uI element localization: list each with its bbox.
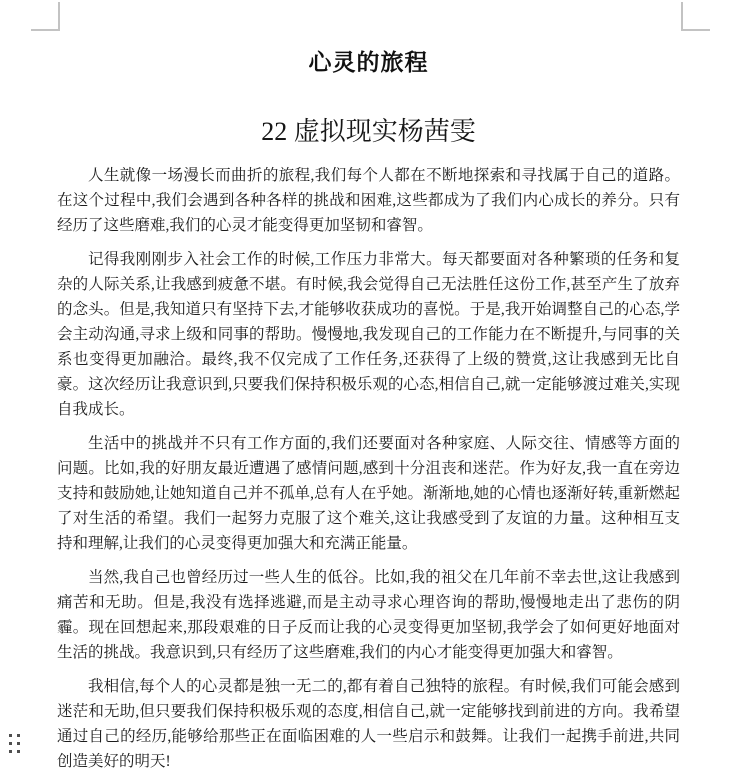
paragraph-drag-handle-icon[interactable] [9,734,23,756]
page-corner-mark-top-left [31,2,60,31]
paragraph[interactable]: 当然,我自己也曾经历过一些人生的低谷。比如,我的祖父在几年前不幸去世,这让我感到痛苦和无助。但是,我没有选择逃避,而是主动寻求心理咨询的帮助,慢慢地走出了悲伤的阴霾。现在回想起来,那段艰难的日子反而让我的心灵变得更加坚韧,我学会了如何更好地面对生活的挑战。我意识到,只有经历了这些磨难,我们的内心才能变得更加强大和睿智。 [57,569,680,661]
paragraph[interactable]: 记得我刚刚步入社会工作的时候,工作压力非常大。每天都要面对各种繁琐的任务和复杂的人际关系,让我感到疲惫不堪。有时候,我会觉得自己无法胜任这份工作,甚至产生了放弃的念头。但是,我知道只有坚持下去,才能够收获成功的喜悦。于是,我开始调整自己的心态,学会主动沟通,寻求上级和同事的帮助。慢慢地,我发现自己的工作能力在不断提升,与同事的关系也变得更加融洽。最终,我不仅完成了工作任务,还获得了上级的赞赏,这让我感到无比自豪。这次经历让我意识到,只要我们保持积极乐观的心态,相信自己,就一定能够渡过难关,实现自我成长。 [57,251,680,418]
document-body [57,163,680,774]
document-title[interactable]: 心灵的旅程 [308,49,429,75]
document-text-area [57,0,680,780]
paragraph[interactable]: 我相信,每个人的心灵都是独一无二的,都有着自己独特的旅程。有时候,我们可能会感到迷茫和无助,但只要我们保持积极乐观的态度,相信自己,就一定能够找到前进的方向。我希望通过自己的经历,能够给那些正在面临困难的人一些启示和鼓舞。让我们一起携手前进,共同创造美好的明天! [57,678,680,770]
paragraph[interactable]: 人生就像一场漫长而曲折的旅程,我们每个人都在不断地探索和寻找属于自己的道路。在这个过程中,我们会遇到各种各样的挑战和困难,这些都成为了我们内心成长的养分。只有经历了这些磨难,我们的心灵才能变得更加坚韧和睿智。 [57,167,680,234]
document-subtitle[interactable]: 22 虚拟现实杨茜雯 [261,117,476,146]
page-corner-mark-top-right [681,2,710,31]
paragraph[interactable]: 生活中的挑战并不只有工作方面的,我们还要面对各种家庭、人际交往、情感等方面的问题。比如,我的好朋友最近遭遇了感情问题,感到十分沮丧和迷茫。作为好友,我一直在旁边支持和鼓励她,让她知道自己并不孤单,总有人在乎她。渐渐地,她的心情也逐渐好转,重新燃起了对生活的希望。我们一起努力克服了这个难关,这让我感受到了友谊的力量。这种相互支持和理解,让我们的心灵变得更加强大和充满正能量。 [57,435,680,552]
